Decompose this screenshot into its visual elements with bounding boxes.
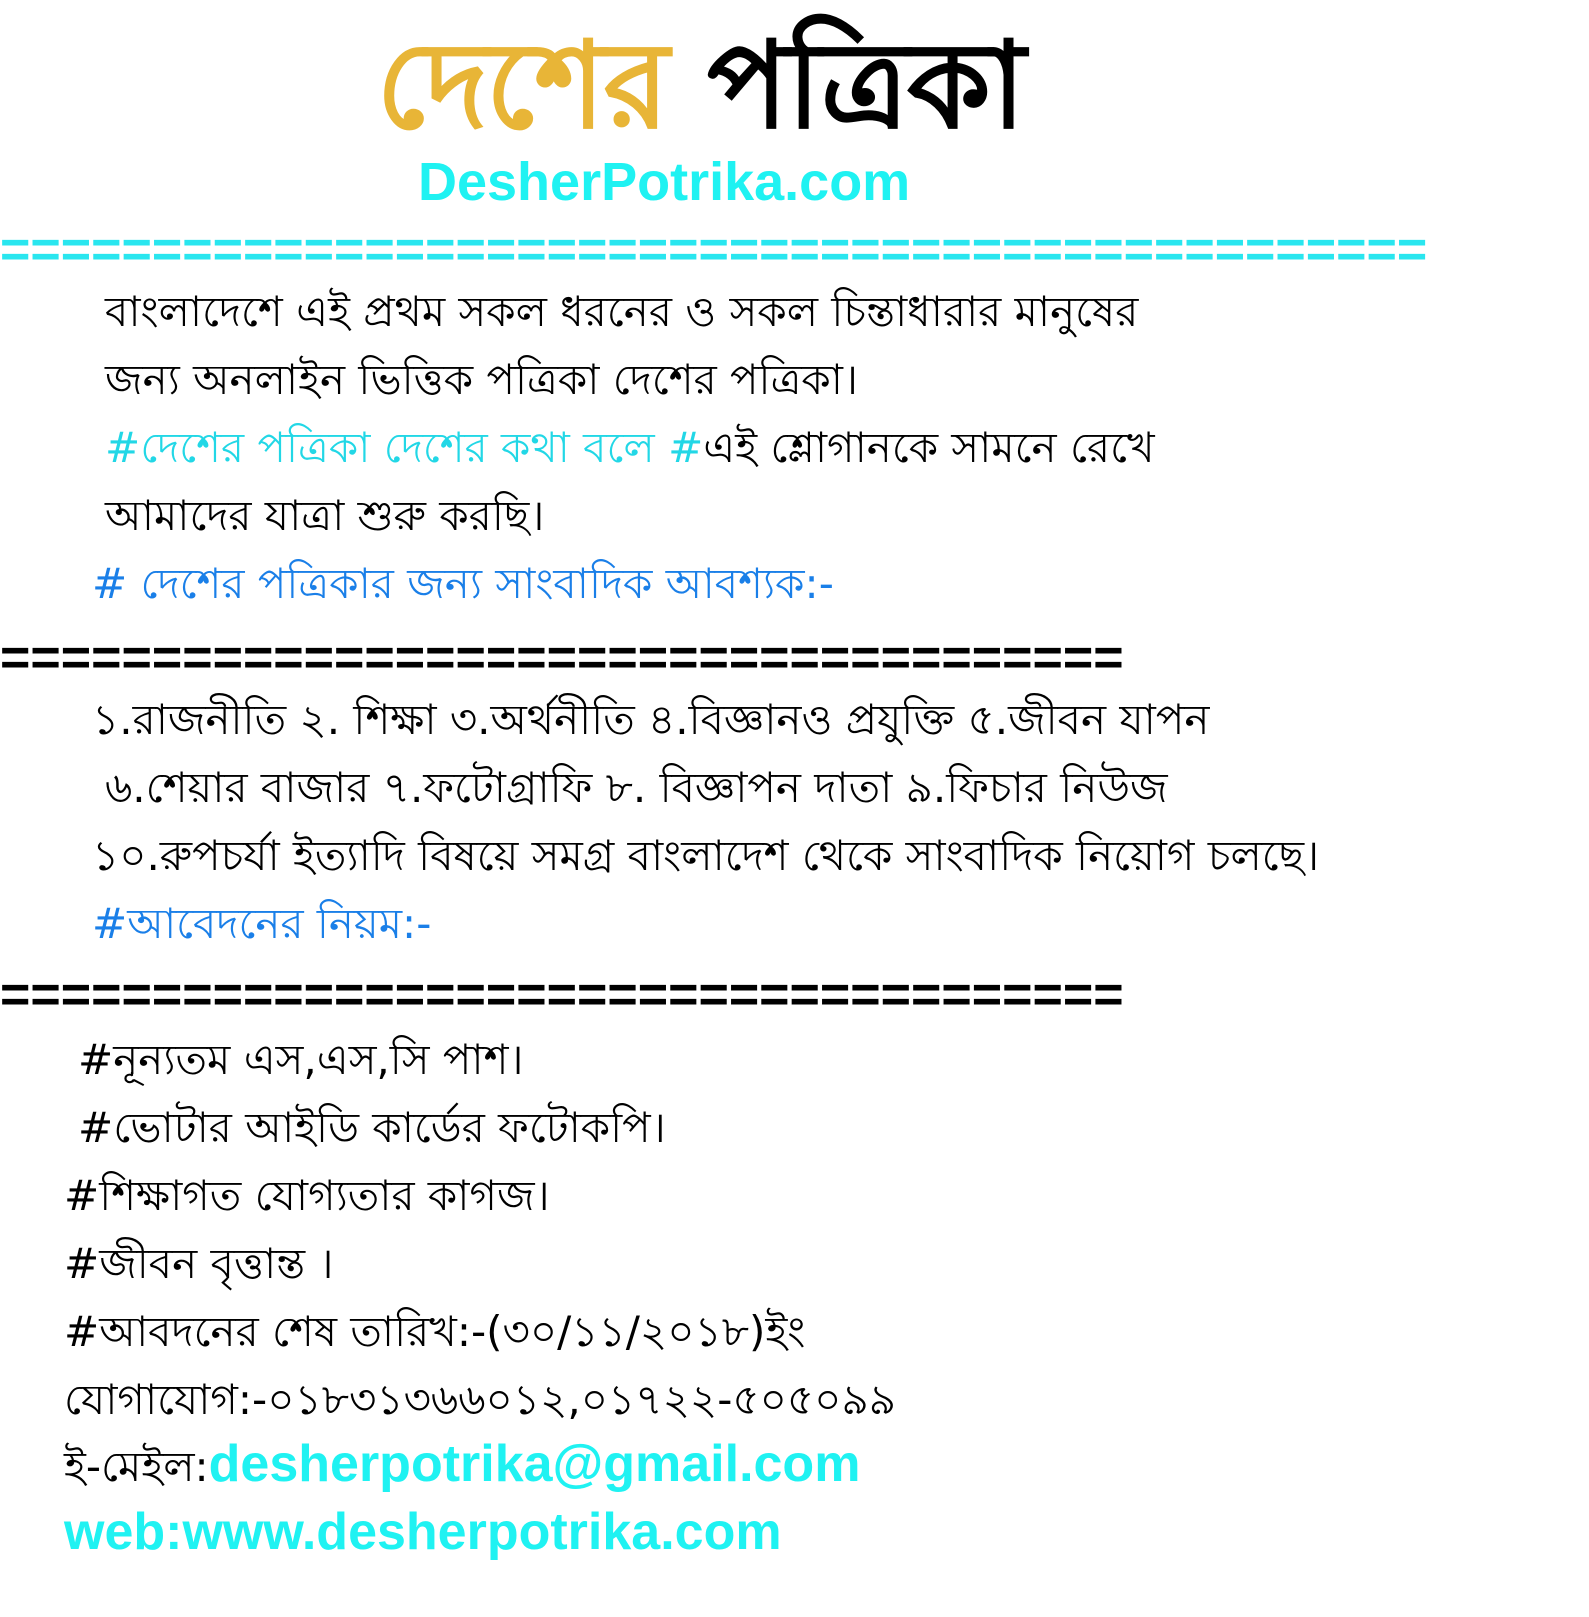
intro-line-2: জন্য অনলাইন ভিত্তিক পত্রিকা দেশের পত্রিকা। — [105, 355, 859, 404]
requirement-item: #জীবন বৃত্তান্ত । — [64, 1239, 334, 1288]
masthead-title-part2: পত্রিকা — [707, 17, 1024, 156]
masthead-title-part1: দেশের — [376, 17, 668, 156]
masthead-domain: DesherPotrika.com — [418, 152, 911, 212]
requirement-item: #শিক্ষাগত যোগ্যতার কাগজ। — [64, 1171, 550, 1220]
requirement-item: #ভোটার আইডি কার্ডের ফটোকপি। — [78, 1103, 666, 1152]
email-link[interactable]: desherpotrika@gmail.com — [208, 1435, 861, 1493]
topics-line-3: ১০.রুপচর্যা ইত্যাদি বিষয়ে সমগ্র বাংলাদেশ থেকে সাংবাদিক নিয়োগ চলছে। — [92, 831, 1320, 880]
divider-top: =============================================== — [0, 222, 1428, 278]
website-link[interactable]: web:www.desherpotrika.com — [64, 1503, 782, 1561]
topics-line-2: ৬.শেয়ার বাজার ৭.ফটোগ্রাফি ৮. বিজ্ঞাপন দাতা ৯.ফিচার নিউজ — [105, 763, 1168, 812]
intro-slogan-line — [105, 418, 1155, 478]
contact-numbers: যোগাযোগ:-০১৮৩১৩৬৬০১২,০১৭২২-৫০৫০৯৯ — [64, 1375, 896, 1424]
divider-middle: ===================================== — [0, 630, 1124, 686]
requirement-item: #নূন্যতম এস,এস,সি পাশ। — [78, 1035, 524, 1084]
intro-line-4: আমাদের যাত্রা শুরু করছি। — [105, 491, 545, 540]
rules-heading: #আবেদনের নিয়ম:- — [92, 899, 432, 948]
email-label: ই-মেইল: — [64, 1442, 209, 1491]
masthead-title — [0, 12, 1400, 162]
email-line — [64, 1432, 860, 1499]
intro-line-1: বাংলাদেশে এই প্রথম সকল ধরনের ও সকল চিন্তাধারার মানুষের — [105, 287, 1139, 336]
deadline-item: #আবদনের শেষ তারিখ:-(৩০/১১/২০১৮)ইং — [64, 1307, 806, 1356]
slogan-rest: এই শ্লোগানকে সামনে রেখে — [703, 423, 1155, 472]
recruit-heading: # দেশের পত্রিকার জন্য সাংবাদিক আবশ্যক:- — [92, 559, 834, 608]
divider-bottom: ===================================== — [0, 967, 1124, 1023]
topics-line-1: ১.রাজনীতি ২. শিক্ষা ৩.অর্থনীতি ৪.বিজ্ঞানও প্রযুক্তি ৫.জীবন যাপন — [92, 695, 1210, 744]
slogan-highlight: #দেশের পত্রিকা দেশের কথা বলে # — [105, 423, 704, 472]
